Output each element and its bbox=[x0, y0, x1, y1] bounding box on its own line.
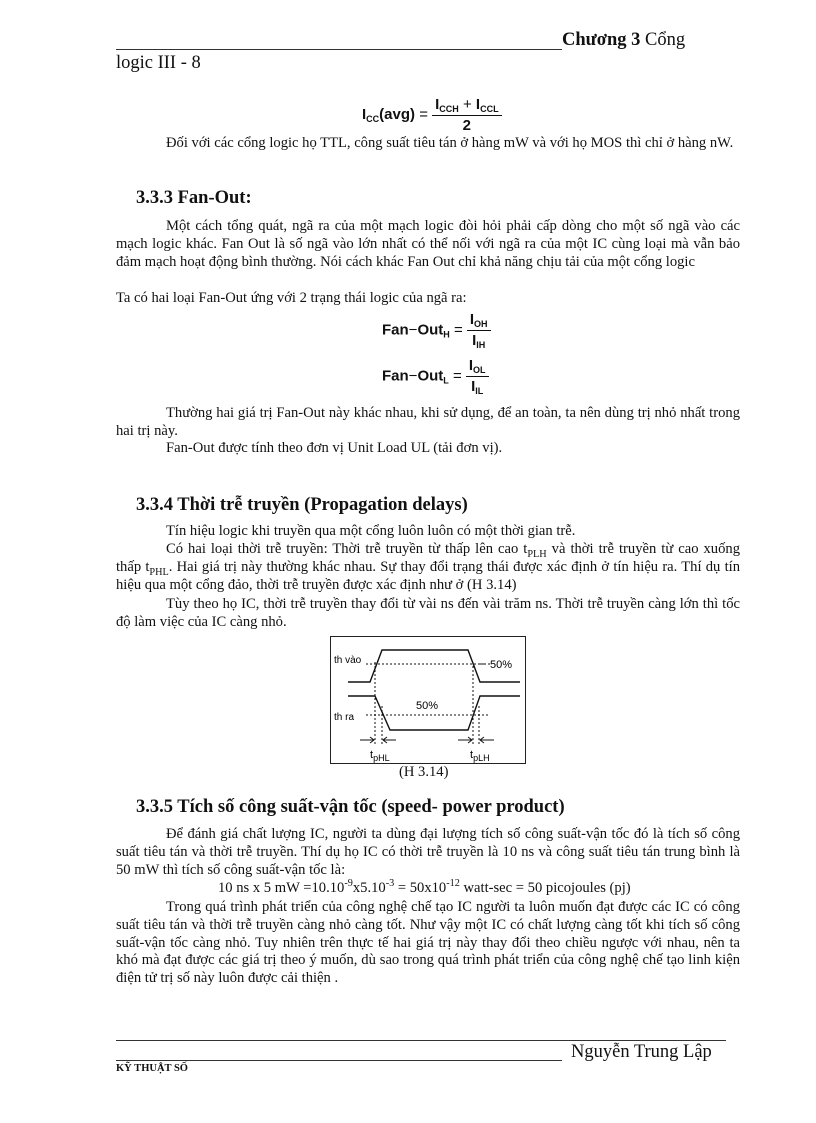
header-rule bbox=[116, 49, 562, 50]
paragraph-speed-power-1: Để đánh giá chất lượng IC, người ta dùng đại lượng tích số công suất-vận tốc đó là tích số công suất tiêu tán và thời trễ truyền. Thí dụ họ IC có thời trễ truyền là 10 ns và công suất tiêu tán trung bình là 50 mW thì tích số công suất-vận tốc là: bbox=[116, 826, 740, 878]
label-input-50pct: 50% bbox=[490, 659, 513, 671]
footer-author: Nguyễn Trung Lập bbox=[571, 1042, 712, 1062]
chapter-number: Chương 3 bbox=[562, 30, 641, 50]
paragraph-fan-out-2: Ta có hai loại Fan-Out ứng với 2 trạng thái logic của ngã ra: bbox=[116, 290, 467, 306]
footer-rule-bottom bbox=[116, 1060, 562, 1061]
heading-fan-out: 3.3.3 Fan-Out: bbox=[136, 188, 252, 208]
chapter-subtitle: logic III - 8 bbox=[116, 53, 201, 73]
speed-power-calculation: 10 ns x 5 mW $=10.10^{-9}x5.10^{-3} = 50x10^{-12}$ watt-sec = 50 picojoules (pj) bbox=[218, 878, 631, 896]
paragraph-power: Đối với các cổng logic họ TTL, công suất tiêu tán ở hàng mW và với họ MOS thì chỉ ở hàng nW. bbox=[166, 135, 734, 151]
label-tplh: $t_{pLH}$ bbox=[470, 749, 490, 763]
paragraph-fan-out-1: Một cách tổng quát, ngã ra của một mạch logic đòi hỏi phải cấp dòng cho một số ngã vào các mạch logic khác. Fan Out là số ngã vào lớn nhất có thể nối với ngã ra của một IC cùng loại mà vẫn bảo đảm mạch hoạt động bình thường. Nói cách khác Fan Out chỉ khả năng chịu tải của một cổng logic bbox=[116, 218, 740, 270]
paragraph-delay-2: Có hai loại thời trễ truyền: Thời trễ truyền từ thấp lên cao $t_{PLH}$ và thời trễ truyền từ cao xuống thấp $t_{PHL}$. Hai giá trị này thường khác nhau. Sự thay đổi trạng thái được xác định ở tín hiệu ra. Thí dụ tín hiệu qua một cổng đảo, thời trễ truyền được xác định như ở (H 3.14) bbox=[116, 541, 740, 593]
formula-fan-out-h: Fan−Out$_H$ = $\frac{I_{OH}}{I_{IH}}$ bbox=[382, 311, 491, 350]
formula-icc-avg: $I_{CC}(avg)$ = $\frac{I_{CCH} + I_{CCL}}{2}$ bbox=[362, 96, 502, 134]
footer-subject: KỸ THUẬT SỐ bbox=[116, 1063, 188, 1074]
chapter-title bbox=[562, 30, 685, 51]
paragraph-fan-out-3: Thường hai giá trị Fan-Out này khác nhau, khi sử dụng, để an toàn, ta nên dùng trị nhỏ nhất trong hai trị này. bbox=[116, 405, 740, 439]
paragraph-speed-power-2: Trong quá trình phát triển của công nghệ chế tạo IC người ta luôn muốn đạt được các IC có công suất tiêu tán và thời trễ truyền càng nhỏ càng tốt. Như vậy một IC có chất lượng càng tốt khi tích số công suất-vận tốc càng nhỏ. Tuy nhiên trên thực tế hai giá trị này thay đổi theo chiều ngược với nhau, nên ta khó mà đạt được các giá trị theo ý muốn, dù sao trong quá trình phát triển của công nghệ chế tạo linh kiện điện tử trị số này luôn được cải thiện . bbox=[116, 899, 740, 987]
formula-icc-fraction: $\frac{I_{CCH} + I_{CCL}}{2}$ bbox=[432, 96, 501, 134]
label-output: th ra bbox=[334, 712, 355, 723]
heading-speed-power: 3.3.5 Tích số công suất-vận tốc (speed- power product) bbox=[136, 797, 565, 817]
label-output-50pct: 50% bbox=[416, 700, 439, 712]
figure-caption: (H 3.14) bbox=[399, 764, 449, 780]
heading-propagation-delays: 3.3.4 Thời trễ truyền (Propagation delays) bbox=[136, 495, 468, 515]
paragraph-fan-out-4: Fan-Out được tính theo đơn vị Unit Load UL (tải đơn vị). bbox=[166, 440, 503, 456]
paragraph-delay-3: Tùy theo họ IC, thời trễ truyền thay đổi từ vài ns đến vài trăm ns. Thời trễ truyền càng lớn thì tốc độ làm việc của IC càng nhỏ. bbox=[116, 596, 740, 630]
timing-diagram bbox=[330, 636, 526, 764]
paragraph-delay-1: Tín hiệu logic khi truyền qua một cổng luôn luôn có một thời gian trễ. bbox=[166, 523, 576, 539]
formula-fan-out-l: Fan−Out$_L$ = $\frac{I_{OL}}{I_{IL}}$ bbox=[382, 357, 489, 396]
label-input: th vào bbox=[334, 655, 362, 666]
footer-rule-top bbox=[116, 1040, 726, 1041]
chapter-name: Cổng bbox=[645, 30, 686, 50]
label-tphl: $t_{pHL}$ bbox=[370, 749, 390, 763]
